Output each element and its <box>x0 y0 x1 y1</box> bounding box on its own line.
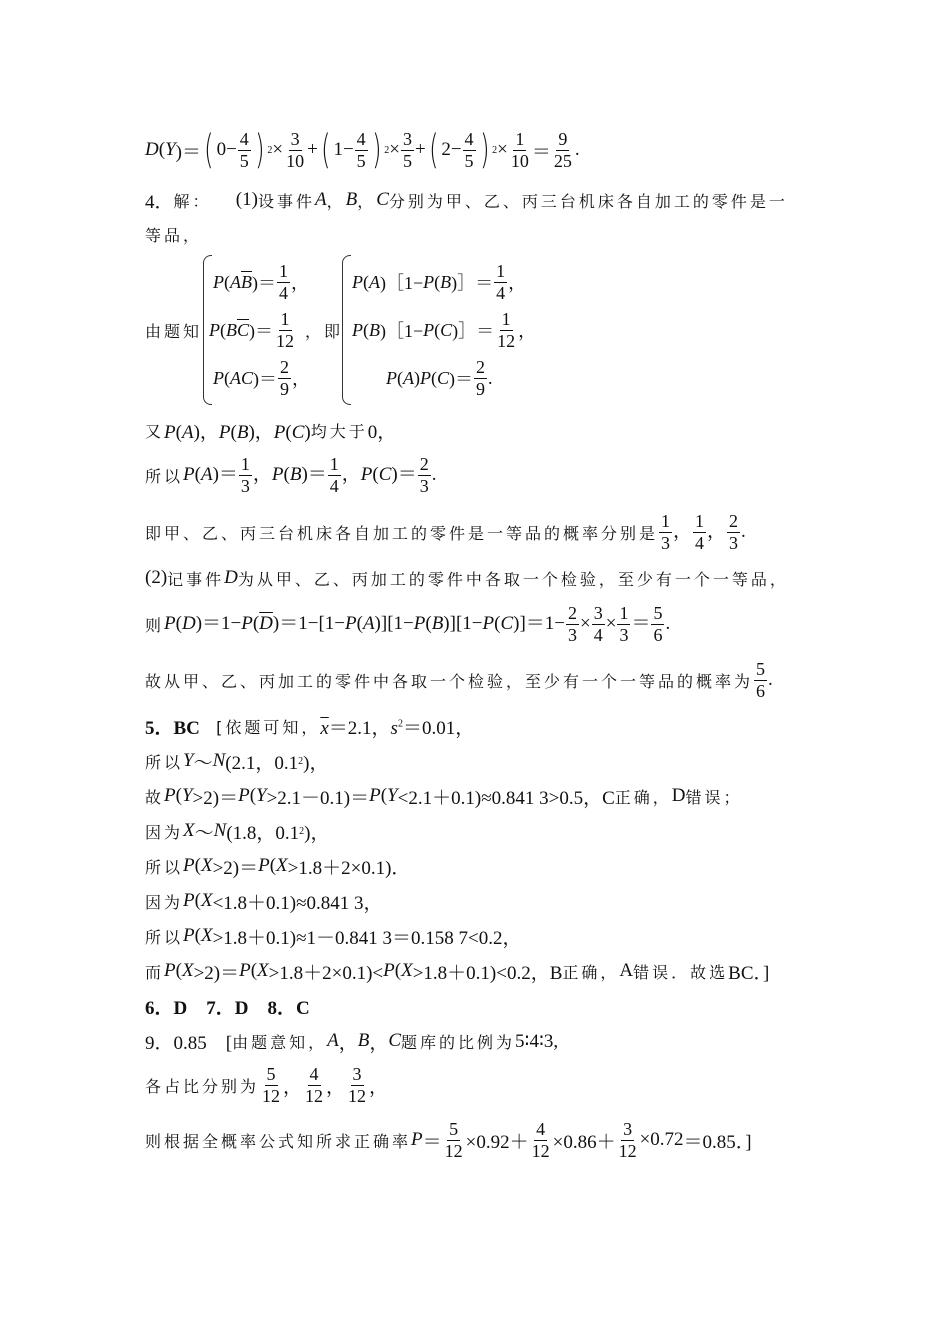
q4-line-1: 4． 解： (1) 设事件 A ， B ， C 分别为甲、乙、丙三台机床各自加工的零件是一 <box>145 189 788 213</box>
q4-line-2a: (2) 记事件 D 为从甲、乙、丙加工的零件中各取一个检验，至少有一个一等品， <box>145 567 789 589</box>
q4-given-label: 由题知 <box>145 321 203 341</box>
q5-line-a: 5．BC [依题可知， $\overline{x}=2.1$，$s^2=0.01$， <box>145 717 475 739</box>
q678-line: 6．D 7．D 8．C <box>145 997 310 1019</box>
q4-line-so: 所以 P(A)＝ $\frac{1}{3}$ ，P(B)＝ $\frac{1}{4}$ ，P(C)＝ $\frac{2}{3}$ . <box>145 453 437 496</box>
q5-line-c: 故 P ( Y >2)＝ P ( Y >2.1－0.1)＝ P ( Y <2.1＋0.1)≈0.841 3>0.5，C 正确， D 错误； <box>145 785 743 809</box>
q9-line-b: 各占比分别为 $\frac{5}{12}$ ， $\frac{4}{12}$ ， $\frac{3}{12}$ ， <box>145 1063 389 1106</box>
q4-line-2: 等品， <box>145 225 203 245</box>
q5-line-e: 所以 P ( X >2)＝ P ( X >1.8＋2×0.1)． <box>145 855 411 879</box>
eq-2: P ( B $\overline{C}$ )＝ $\frac{1}{12}$ <box>209 309 295 351</box>
eq-4: P ( A )［1− P ( B )］＝ $\frac{1}{4}$ ， <box>352 261 527 303</box>
q5-line-h: 而 P ( X >2)＝ P ( X >1.8＋2×0.1)< P ( X >1.8＋0.1)<0.2，B 正确， A 错误．故选 BC．] <box>145 960 770 984</box>
q5-line-g: 所以 P ( X >1.8＋0.1)≈1－0.841 3＝0.158 7<0.2， <box>145 925 522 949</box>
q5-line-f: 因为 P ( X <1.8＋0.1)≈0.841 3， <box>145 890 383 914</box>
q5-line-b: 所以 Y ～ N (2.1，0.1 2 )， <box>145 750 329 774</box>
q9-line-c: 则根据全概率公式知所求正确率 P ＝ $\frac{5}{12}$ ×0.92＋ $\frac{4}{12}$ ×0.86＋ $\frac{3}{12}$ ×0.72 ＝0.85．] <box>145 1118 752 1161</box>
ji-label: ，即 <box>305 321 344 341</box>
q9-line-a: 9．0.85 [ 由题意知， A ， B ， C 题库的比例为 5∶4∶3, <box>145 1030 559 1054</box>
eq-6: P ( A ) P ( C )＝ $\frac{2}{9}$ . <box>386 357 493 399</box>
q4-line-probs: 即甲、乙、丙三台机床各自加工的零件是一等品的概率分别是 $\frac{1}{3}$ ， $\frac{1}{4}$ ， $\frac{2}{3}$ . <box>145 510 746 553</box>
variance-formula: D ( Y )＝ ( 0− $\frac{4}{5}$ ) 2 × $\frac{3}{10}$ + ( 1− $\frac{4}{5}$ ) 2 × $\frac{3}{5}$ + ( 2− $\frac{4}{5}$ ) 2 × $\frac{1}{10}$ ＝ $\frac{9}{25}$ . <box>145 127 580 173</box>
q4-line-then: 则 $P(D)=1-P(\overline{D})=1-[1-P(A)][1-P(B)][1-P(C)]=1-$ $\frac{2}{3}$ × $\frac{3}{4}$ × $\frac{1}{3}$ ＝ $\frac{5}{6}$ . <box>145 602 671 645</box>
eq-3: P ( AC )＝ $\frac{2}{9}$ ， <box>213 357 311 399</box>
q5-line-d: 因为 X ～ N (1.8，0.1 2 )， <box>145 820 330 844</box>
eq-5: P ( B )［1− P ( C )］＝ $\frac{1}{12}$ ， <box>352 309 537 351</box>
eq-1: P ( A $\overline{B}$ )＝ $\frac{1}{4}$ ， <box>213 261 309 303</box>
q4-line-also: 又 P(A)，P(B)，P(C) 均大于 0， <box>145 421 397 443</box>
q4-line-conc: 故从甲、乙、丙加工的零件中各取一个检验，至少有一个一等品的概率为 $\frac{5}{6}$ . <box>145 658 773 701</box>
right-brace <box>342 255 351 405</box>
